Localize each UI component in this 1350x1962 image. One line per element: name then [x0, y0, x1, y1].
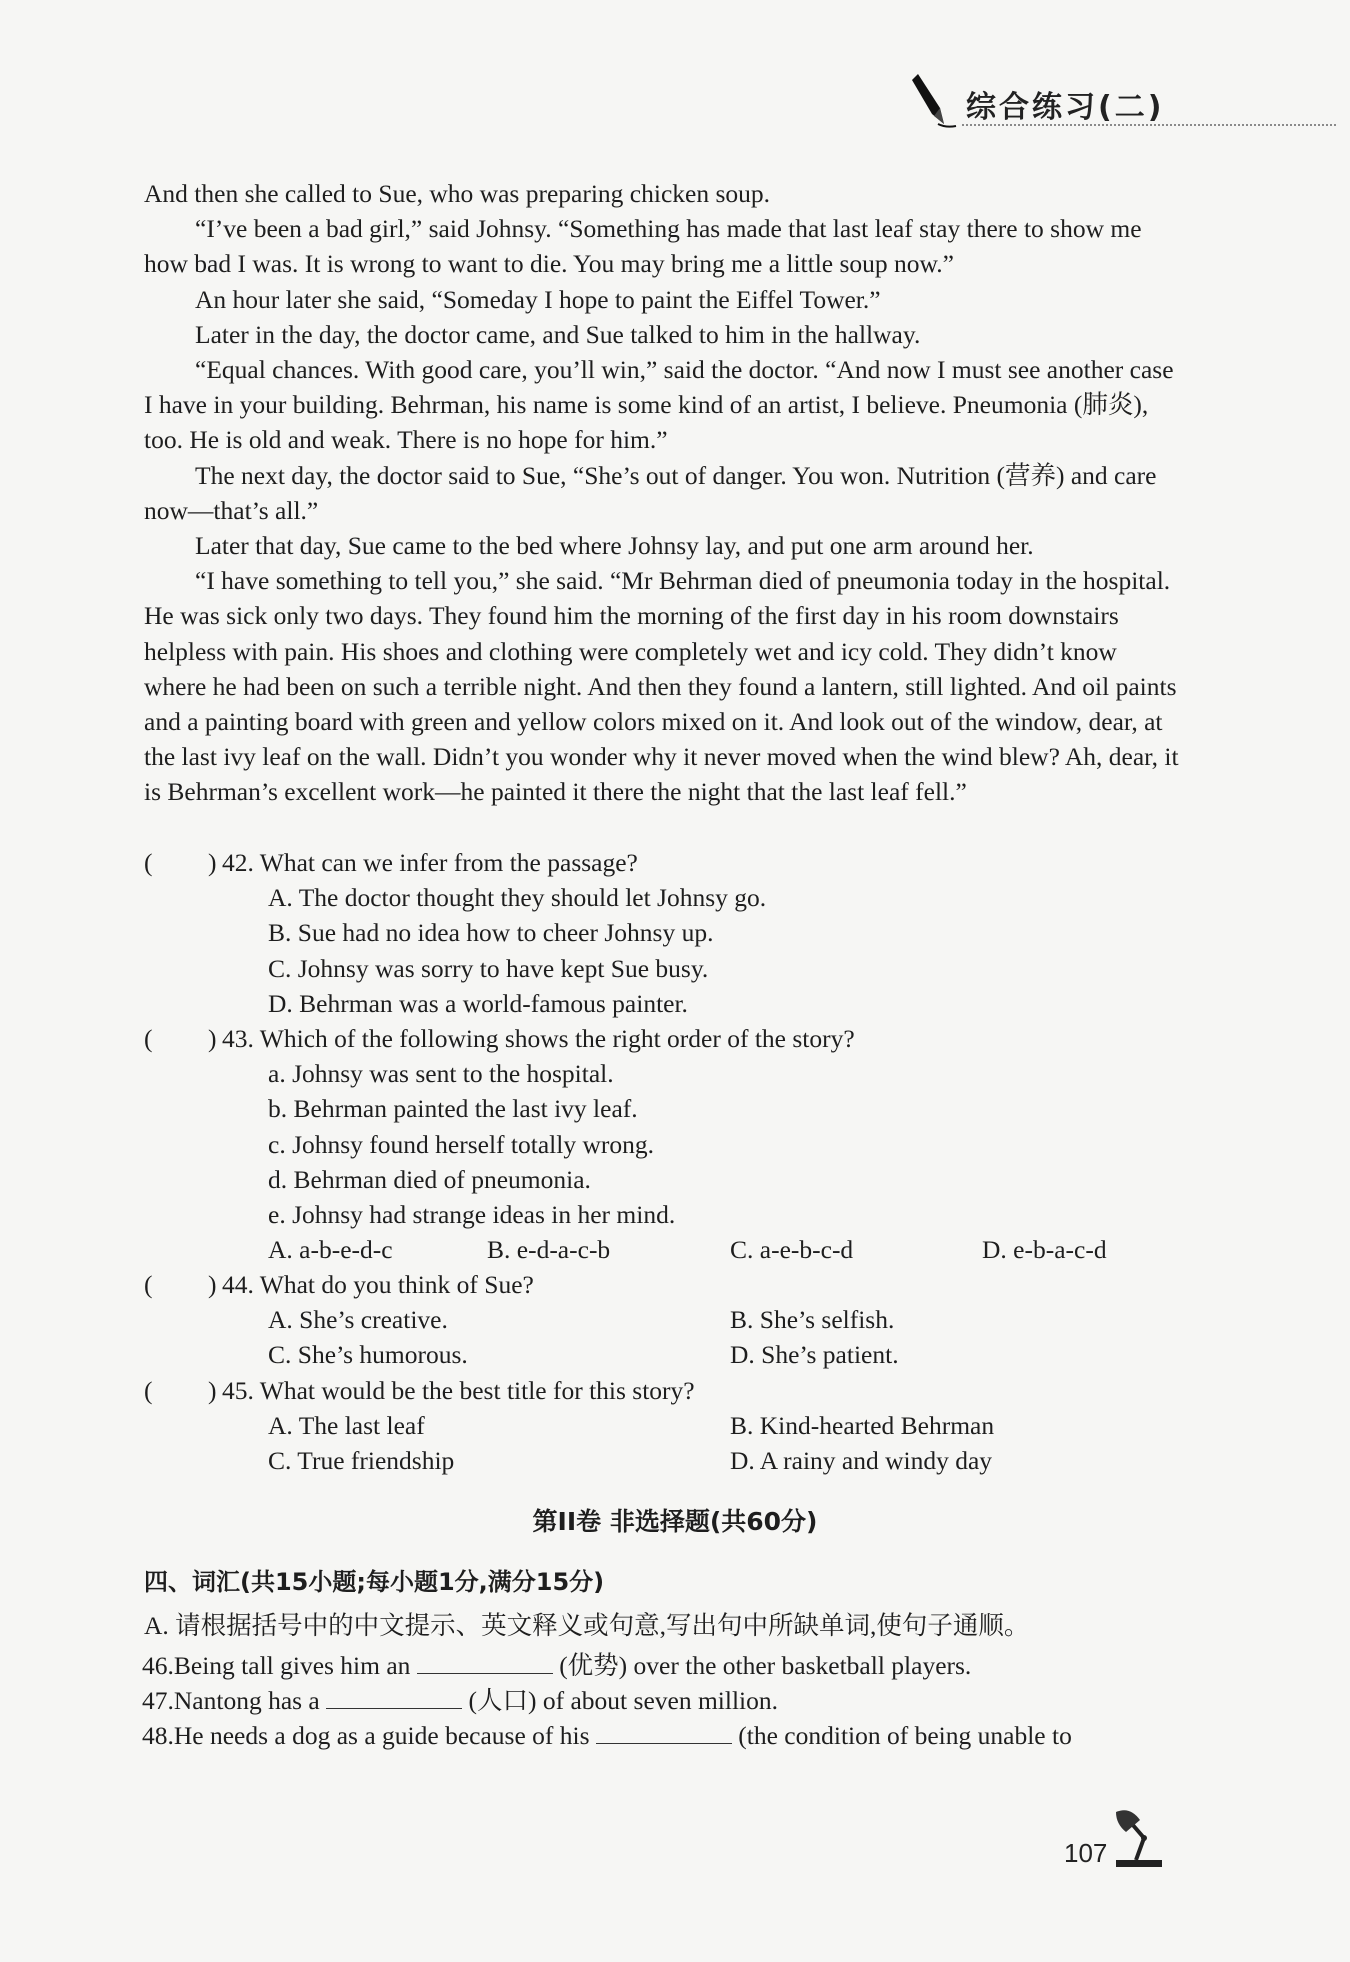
answer-paren-open: (	[144, 1270, 153, 1299]
question-42	[144, 845, 1184, 1021]
event-item: e. Johnsy had strange ideas in her mind.	[268, 1199, 676, 1229]
question-44	[144, 1267, 1184, 1373]
event-item: c. Johnsy found herself totally wrong.	[268, 1129, 654, 1159]
question-stem: What would be the best title for this story?	[259, 1376, 695, 1405]
option: C. Johnsy was sorry to have kept Sue busy.	[268, 953, 709, 983]
fill-item	[142, 1648, 1202, 1683]
question-number: 45.	[222, 1376, 254, 1405]
option: A. a-b-e-d-c	[268, 1235, 393, 1265]
passage-paragraph: An hour later she said, “Someday I hope to paint the Eiffel Tower.”	[195, 284, 881, 314]
vocabulary-items	[142, 1648, 1202, 1754]
passage-paragraph: “I have something to tell you,” she said. “Mr Behrman died of pneumonia today in the hospital. He was sick only two days. They found him the morning of the first day in his room downstairs helpless with pain. His shoes and clothing were completely wet and icy cold. They didn’t know where he had been on such a terrible night. And then they found a lantern, still lighted. And oil paints and a painting board with green and yellow colors mixed on it. And look out of the window, dear, at the last ivy leaf on the wall. Didn’t you wonder why it never moved when the wind blew? Ah, dear, it is Behrman’s excellent work—he painted it there the night that the last leaf fell.”	[144, 566, 1179, 807]
question-45	[144, 1373, 1184, 1479]
passage-paragraph: And then she called to Sue, who was preparing chicken soup.	[144, 179, 771, 208]
answer-paren-open: (	[144, 1376, 153, 1405]
section-title: 综合练习(二)	[966, 90, 1165, 125]
question-stem: What do you think of Sue?	[259, 1270, 534, 1299]
item-number: 46.	[142, 1651, 174, 1680]
item-text-before: He needs a dog as a guide because of his	[173, 1721, 590, 1751]
event-item: d. Behrman died of pneumonia.	[268, 1164, 591, 1194]
vocabulary-heading: 四、词汇(共15小题;每小题1分,满分15分)	[144, 1568, 605, 1596]
fill-item	[142, 1683, 1202, 1718]
answer-blank[interactable]	[596, 1721, 732, 1744]
passage-paragraph: The next day, the doctor said to Sue, “She’s out of danger. You won. Nutrition (营养) and care now—that’s all.”	[144, 460, 1157, 525]
question-stem: What can we infer from the passage?	[259, 848, 638, 877]
answer-paren-close: )	[208, 1376, 217, 1405]
passage-paragraph: Later that day, Sue came to the bed where Johnsy lay, and put one arm around her.	[195, 531, 1034, 561]
option: A. She’s creative.	[268, 1305, 448, 1335]
option: B. She’s selfish.	[730, 1305, 895, 1335]
option: C. She’s humorous.	[268, 1340, 468, 1370]
passage-paragraph: “Equal chances. With good care, you’ll win,” said the doctor. “And now I must see another case I have in your building. Behrman, his name is some kind of an artist, I believe. Pneumonia (肺炎), too. He is old and weak. There is no hope for him.”	[144, 355, 1174, 455]
pen-icon	[910, 70, 962, 134]
answer-paren-open: (	[144, 1024, 153, 1053]
question-43	[144, 1021, 1184, 1267]
vocabulary-instruction: A. 请根据括号中的中文提示、英文释义或句意,写出句中所缺单词,使句子通顺。	[144, 1611, 1030, 1640]
passage-paragraph: Later in the day, the doctor came, and Sue talked to him in the hallway.	[195, 319, 921, 349]
item-number: 48.	[142, 1721, 174, 1751]
page-number: 107	[1064, 1838, 1108, 1868]
part-two-title: 第II卷 非选择题(共60分)	[532, 1507, 818, 1536]
item-text-after: (the condition of being unable to	[738, 1721, 1072, 1751]
desk-lamp-icon	[1110, 1808, 1170, 1870]
item-text-before: Nantong has a	[173, 1686, 320, 1716]
passage-paragraph: “I’ve been a bad girl,” said Johnsy. “Something has made that last leaf stay there to show me how bad I was. It is wrong to want to die. You may bring me a little soup now.”	[144, 214, 1142, 279]
answer-paren-close: )	[208, 848, 217, 877]
item-number: 47.	[142, 1686, 174, 1716]
answer-blank[interactable]	[417, 1651, 553, 1674]
question-number: 44.	[222, 1270, 254, 1299]
answer-paren-open: (	[144, 848, 153, 877]
item-text-before: Being tall gives him an	[173, 1651, 411, 1680]
answer-blank[interactable]	[326, 1686, 462, 1709]
option: D. She’s patient.	[730, 1340, 899, 1370]
item-text-after: (优势) over the other basketball players.	[559, 1651, 972, 1680]
option: B. Sue had no idea how to cheer Johnsy up.	[268, 918, 714, 948]
event-item: a. Johnsy was sent to the hospital.	[268, 1059, 614, 1089]
question-stem: Which of the following shows the right order of the story?	[259, 1024, 855, 1053]
option: D. Behrman was a world-famous painter.	[268, 988, 688, 1018]
reading-passage	[144, 176, 1184, 810]
option: C. a-e-b-c-d	[730, 1235, 854, 1265]
answer-paren-close: )	[208, 1024, 217, 1053]
header-divider	[962, 124, 1336, 126]
item-text-after: (人口) of about seven million.	[468, 1686, 779, 1716]
option: A. The doctor thought they should let Johnsy go.	[268, 883, 767, 913]
answer-paren-close: )	[208, 1270, 217, 1299]
question-number: 43.	[222, 1024, 254, 1053]
event-item: b. Behrman painted the last ivy leaf.	[268, 1094, 638, 1124]
option: A. The last leaf	[268, 1411, 425, 1441]
fill-item	[142, 1718, 1202, 1753]
option: B. e-d-a-c-b	[487, 1235, 611, 1265]
page-header	[910, 70, 1330, 130]
question-number: 42.	[222, 848, 254, 877]
option: D. A rainy and windy day	[730, 1446, 993, 1476]
option: C. True friendship	[268, 1446, 455, 1476]
option: B. Kind-hearted Behrman	[730, 1411, 995, 1441]
option: D. e-b-a-c-d	[982, 1235, 1107, 1265]
